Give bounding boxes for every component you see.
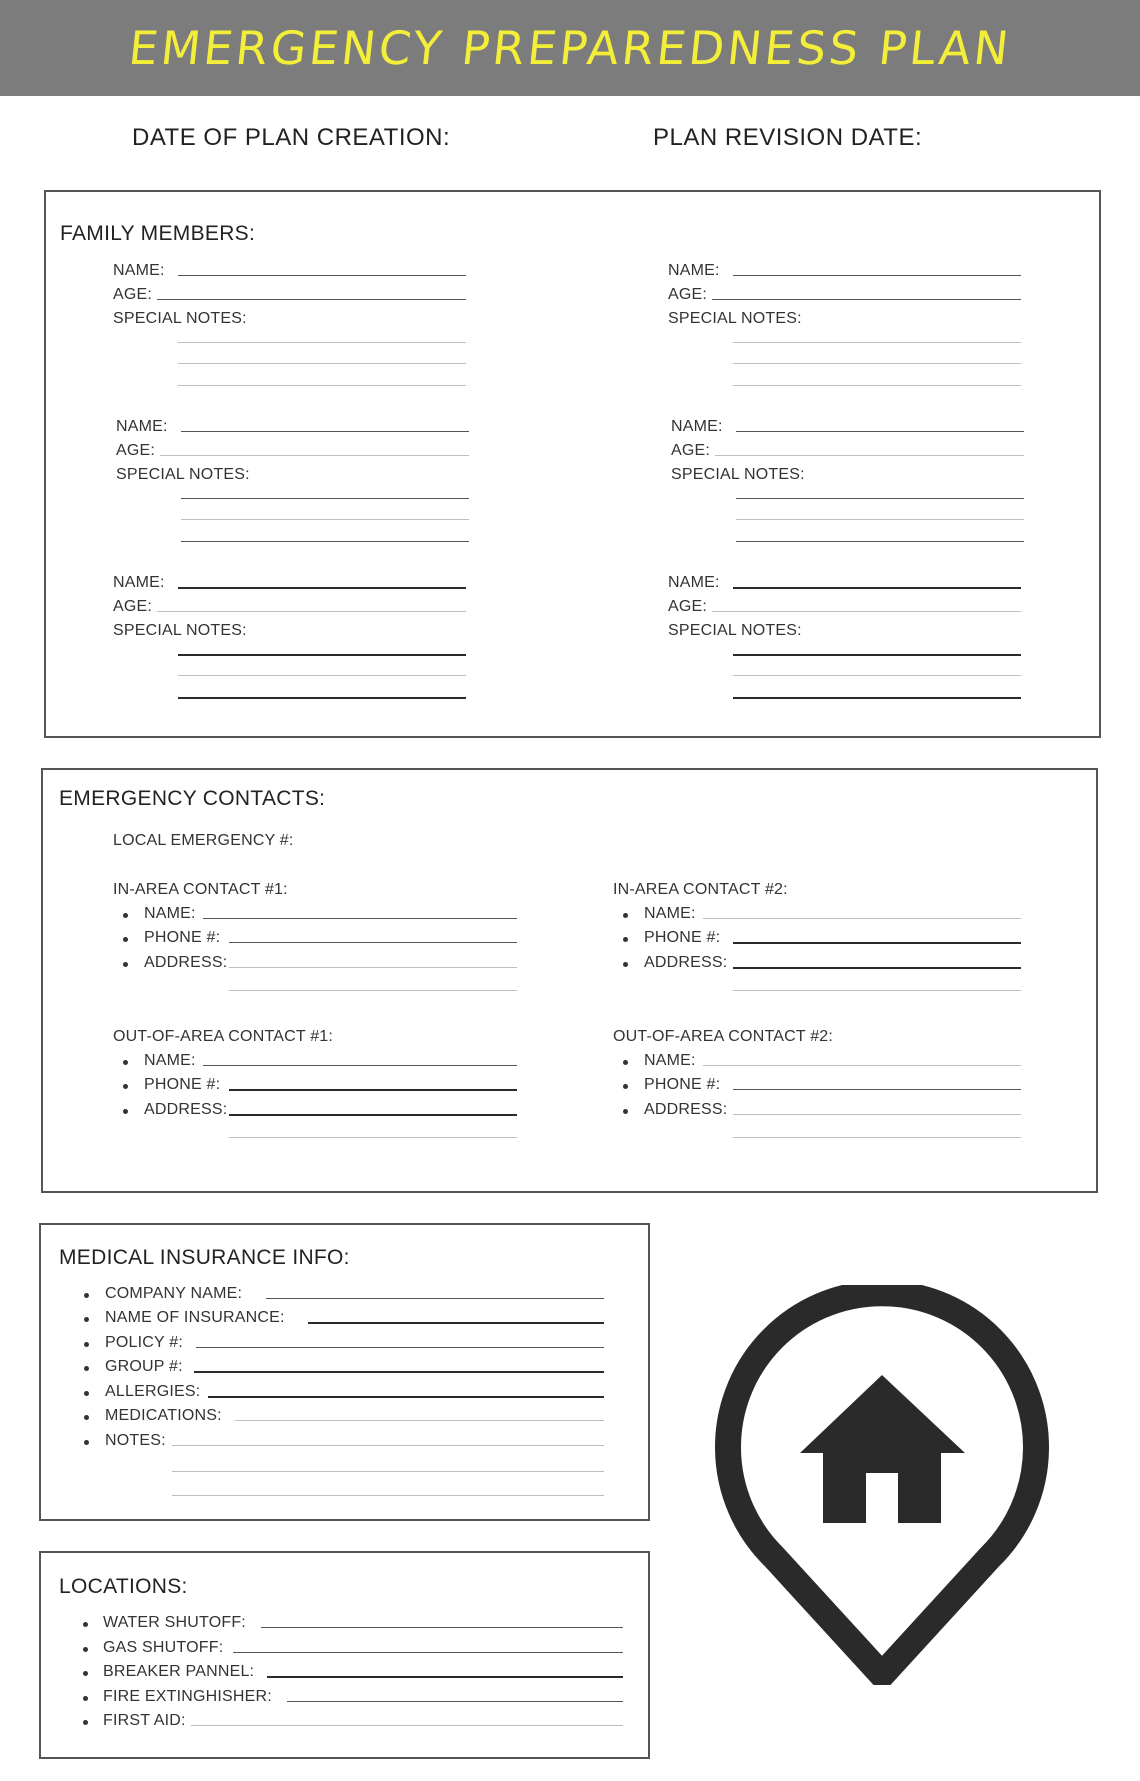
- name-label: NAME:: [644, 1052, 696, 1069]
- notes-line[interactable]: [736, 498, 1024, 499]
- bullet-icon: [123, 913, 128, 918]
- age-field[interactable]: [712, 611, 1021, 612]
- bullet-icon: [623, 1060, 628, 1065]
- name-label: NAME:: [113, 574, 165, 591]
- medications-label: MEDICATIONS:: [105, 1407, 222, 1424]
- plan-revision-date-label: PLAN REVISION DATE:: [653, 124, 923, 151]
- contact-heading: OUT-OF-AREA CONTACT #1:: [113, 1028, 334, 1045]
- notes-line[interactable]: [181, 519, 469, 520]
- bullet-icon: [84, 1342, 89, 1347]
- bullet-icon: [83, 1647, 88, 1652]
- medications-field[interactable]: [235, 1420, 604, 1421]
- name-label: NAME:: [668, 262, 720, 279]
- bullet-icon: [123, 937, 128, 942]
- special-notes-label: SPECIAL NOTES:: [671, 466, 805, 483]
- phone-field[interactable]: [733, 942, 1021, 944]
- gas-shutoff-label: GAS SHUTOFF:: [103, 1639, 224, 1656]
- notes-field[interactable]: [172, 1445, 604, 1446]
- name-field[interactable]: [178, 587, 466, 589]
- page-title: EMERGENCY PREPAREDNESS PLAN: [126, 21, 1014, 75]
- policy-label: POLICY #:: [105, 1334, 183, 1351]
- bullet-icon: [84, 1391, 89, 1396]
- notes-line[interactable]: [733, 675, 1021, 676]
- phone-label: PHONE #:: [144, 929, 221, 946]
- notes-line[interactable]: [736, 519, 1024, 520]
- fire-extinguisher-field[interactable]: [287, 1701, 623, 1702]
- name-label: NAME:: [144, 905, 196, 922]
- phone-label: PHONE #:: [144, 1076, 221, 1093]
- bullet-icon: [623, 1109, 628, 1114]
- special-notes-label: SPECIAL NOTES:: [113, 622, 247, 639]
- notes-line[interactable]: [181, 541, 469, 542]
- name-field[interactable]: [733, 587, 1021, 589]
- notes-label: NOTES:: [105, 1432, 166, 1449]
- bullet-icon: [123, 962, 128, 967]
- medical-insurance-title: MEDICAL INSURANCE INFO:: [59, 1246, 350, 1269]
- age-label: AGE:: [668, 598, 708, 615]
- notes-line[interactable]: [178, 654, 466, 656]
- group-field[interactable]: [194, 1371, 604, 1373]
- notes-line[interactable]: [178, 363, 466, 364]
- phone-field[interactable]: [229, 942, 517, 943]
- notes-line[interactable]: [733, 342, 1021, 343]
- bullet-icon: [623, 913, 628, 918]
- fire-extinguisher-label: FIRE EXTINGHISHER:: [103, 1688, 272, 1705]
- notes-field[interactable]: [172, 1471, 604, 1472]
- water-shutoff-label: WATER SHUTOFF:: [103, 1614, 246, 1631]
- bullet-icon: [83, 1720, 88, 1725]
- company-name-field[interactable]: [266, 1298, 604, 1299]
- notes-line[interactable]: [733, 385, 1021, 386]
- bullet-icon: [123, 1109, 128, 1114]
- bullet-icon: [623, 1084, 628, 1089]
- address-label: ADDRESS:: [144, 954, 228, 971]
- locations-title: LOCATIONS:: [59, 1575, 188, 1598]
- allergies-label: ALLERGIES:: [105, 1383, 201, 1400]
- insurance-name-field[interactable]: [308, 1322, 604, 1324]
- address-field[interactable]: [733, 967, 1021, 969]
- phone-field[interactable]: [733, 1089, 1021, 1090]
- address-field[interactable]: [733, 1114, 1021, 1115]
- bullet-icon: [623, 962, 628, 967]
- age-label: AGE:: [116, 442, 156, 459]
- name-label: NAME:: [144, 1052, 196, 1069]
- breaker-panel-label: BREAKER PANNEL:: [103, 1663, 255, 1680]
- family-members-title: FAMILY MEMBERS:: [60, 222, 256, 245]
- breaker-panel-field[interactable]: [267, 1676, 623, 1678]
- notes-line[interactable]: [178, 342, 466, 343]
- special-notes-label: SPECIAL NOTES:: [116, 466, 250, 483]
- gas-shutoff-field[interactable]: [233, 1652, 623, 1653]
- local-emergency-label: LOCAL EMERGENCY #:: [113, 832, 294, 849]
- bullet-icon: [83, 1622, 88, 1627]
- address-label: ADDRESS:: [644, 1101, 728, 1118]
- special-notes-label: SPECIAL NOTES:: [668, 310, 802, 327]
- bullet-icon: [84, 1440, 89, 1445]
- age-label: AGE:: [113, 598, 153, 615]
- name-field[interactable]: [703, 1065, 1021, 1066]
- age-field[interactable]: [715, 455, 1024, 456]
- name-field[interactable]: [181, 431, 469, 432]
- address-label: ADDRESS:: [644, 954, 728, 971]
- age-field[interactable]: [712, 299, 1021, 300]
- page-header: [0, 0, 1140, 96]
- policy-field[interactable]: [196, 1347, 604, 1348]
- age-label: AGE:: [113, 286, 153, 303]
- name-label: NAME:: [116, 418, 168, 435]
- age-field[interactable]: [157, 611, 466, 612]
- age-field[interactable]: [157, 299, 466, 300]
- insurance-name-label: NAME OF INSURANCE:: [105, 1309, 285, 1326]
- bullet-icon: [123, 1060, 128, 1065]
- notes-line[interactable]: [733, 654, 1021, 656]
- address-field[interactable]: [733, 990, 1021, 991]
- plan-creation-date-label: DATE OF PLAN CREATION:: [132, 124, 451, 151]
- notes-line[interactable]: [178, 385, 466, 386]
- contact-heading: OUT-OF-AREA CONTACT #2:: [613, 1028, 834, 1045]
- name-field[interactable]: [203, 918, 517, 919]
- bullet-icon: [83, 1696, 88, 1701]
- address-field[interactable]: [229, 990, 517, 991]
- address-field[interactable]: [229, 1137, 517, 1138]
- group-label: GROUP #:: [105, 1358, 183, 1375]
- bullet-icon: [83, 1671, 88, 1676]
- allergies-field[interactable]: [208, 1396, 604, 1398]
- locations-section: [39, 1551, 650, 1759]
- name-label: NAME:: [113, 262, 165, 279]
- company-name-label: COMPANY NAME:: [105, 1285, 243, 1302]
- name-field[interactable]: [733, 275, 1021, 276]
- age-label: AGE:: [668, 286, 708, 303]
- notes-line[interactable]: [178, 697, 466, 699]
- name-field[interactable]: [736, 431, 1024, 432]
- bullet-icon: [123, 1084, 128, 1089]
- notes-line[interactable]: [736, 541, 1024, 542]
- name-field[interactable]: [203, 1065, 517, 1066]
- emergency-contacts-title: EMERGENCY CONTACTS:: [59, 787, 326, 810]
- phone-field[interactable]: [229, 1089, 517, 1091]
- contact-heading: IN-AREA CONTACT #2:: [613, 881, 788, 898]
- age-field[interactable]: [160, 455, 469, 456]
- notes-line[interactable]: [733, 363, 1021, 364]
- bullet-icon: [84, 1317, 89, 1322]
- bullet-icon: [84, 1293, 89, 1298]
- first-aid-label: FIRST AID:: [103, 1712, 186, 1729]
- address-field[interactable]: [229, 967, 517, 968]
- emergency-contacts-section: [41, 768, 1098, 1193]
- name-label: NAME:: [668, 574, 720, 591]
- age-label: AGE:: [671, 442, 711, 459]
- phone-label: PHONE #:: [644, 1076, 721, 1093]
- medical-insurance-section: [39, 1223, 650, 1521]
- notes-line[interactable]: [181, 498, 469, 499]
- water-shutoff-field[interactable]: [261, 1627, 623, 1628]
- name-label: NAME:: [644, 905, 696, 922]
- notes-field[interactable]: [172, 1495, 604, 1496]
- notes-line[interactable]: [733, 697, 1021, 699]
- contact-heading: IN-AREA CONTACT #1:: [113, 881, 288, 898]
- name-label: NAME:: [671, 418, 723, 435]
- bullet-icon: [84, 1366, 89, 1371]
- address-label: ADDRESS:: [144, 1101, 228, 1118]
- name-field[interactable]: [178, 275, 466, 276]
- family-members-section: [44, 190, 1101, 738]
- home-location-pin-icon: [712, 1285, 1052, 1685]
- name-field[interactable]: [703, 918, 1021, 919]
- bullet-icon: [84, 1415, 89, 1420]
- first-aid-field[interactable]: [191, 1725, 623, 1726]
- notes-line[interactable]: [178, 675, 466, 676]
- bullet-icon: [623, 937, 628, 942]
- special-notes-label: SPECIAL NOTES:: [668, 622, 802, 639]
- address-field[interactable]: [229, 1114, 517, 1116]
- phone-label: PHONE #:: [644, 929, 721, 946]
- special-notes-label: SPECIAL NOTES:: [113, 310, 247, 327]
- address-field[interactable]: [733, 1137, 1021, 1138]
